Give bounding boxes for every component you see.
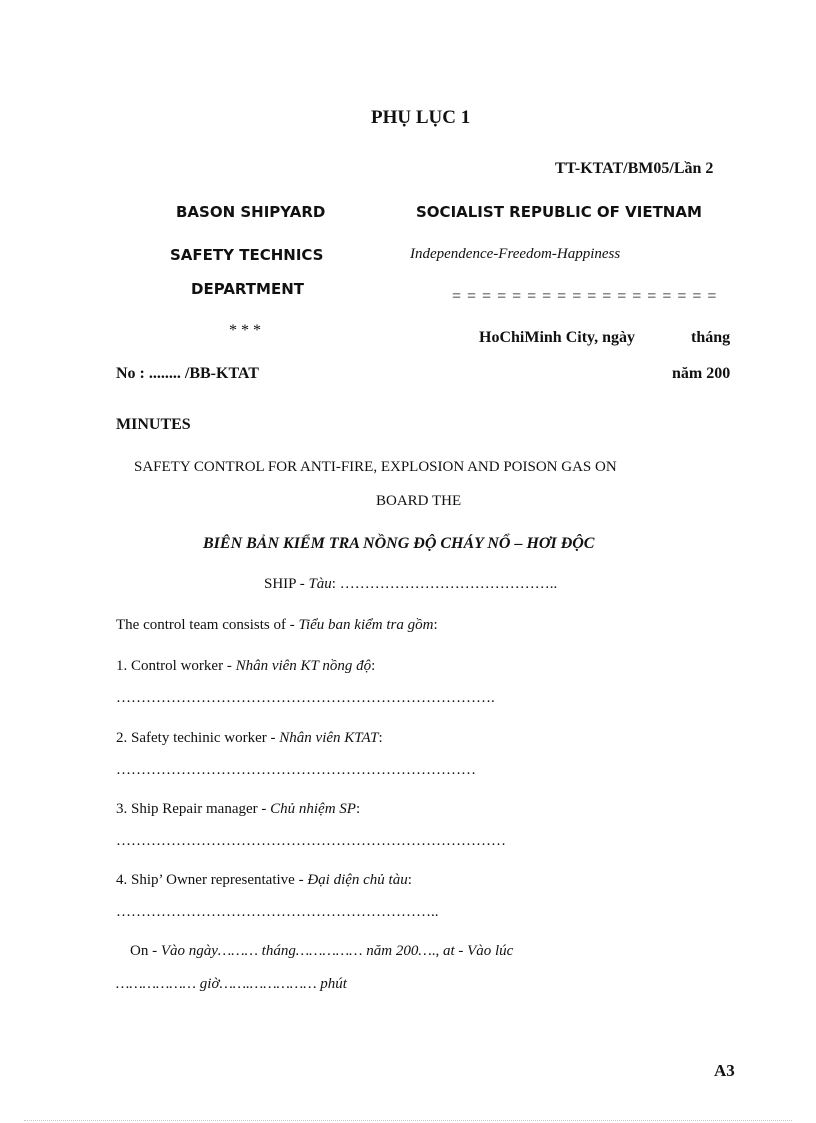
year-label: năm 200 — [672, 365, 731, 382]
department-line-1: SAFETY TECHNICS — [170, 246, 324, 264]
company-name: BASON SHIPYARD — [176, 203, 326, 221]
decorative-stars: * * * — [229, 322, 261, 339]
member-label-vi: Đại diện chủ tàu — [307, 872, 408, 888]
member-label-vi: Nhân viên KTAT — [279, 730, 379, 746]
member-control-worker-blank: …………………………………………………………………. — [116, 690, 495, 706]
month-label: tháng — [691, 329, 731, 346]
date-line — [130, 943, 513, 960]
member-label-vi: Chủ nhiệm SP — [270, 801, 356, 817]
form-code: TT-KTAT/BM05/Lần 2 — [555, 160, 714, 177]
member-colon: : — [371, 658, 376, 674]
team-intro-label: The control team consists of - — [116, 617, 299, 633]
team-intro-colon: : — [433, 617, 438, 633]
ship-label: SHIP - — [264, 576, 309, 592]
date-blanks: Vào ngày……… tháng…………… năm 200… — [160, 943, 432, 959]
member-repair-manager-blank: …………………………………………………………………… — [116, 833, 506, 849]
member-label: 3. Ship Repair manager - — [116, 801, 271, 817]
minutes-heading: MINUTES — [116, 416, 191, 433]
country-name: SOCIALIST REPUBLIC OF VIETNAM — [416, 203, 702, 221]
date-comma: ., — [431, 943, 443, 959]
page-bottom-divider — [24, 1120, 792, 1121]
team-intro — [116, 617, 438, 634]
member-owner-rep — [116, 872, 412, 889]
member-colon: : — [407, 872, 412, 888]
national-motto: Independence-Freedom-Happiness — [410, 246, 621, 262]
appendix-title: PHỤ LỤC 1 — [371, 107, 471, 128]
document-number: No : ........ /BB-KTAT — [116, 365, 259, 382]
on-label: On - — [130, 943, 161, 959]
member-label: 1. Control worker - — [116, 658, 236, 674]
team-intro-label-vi: Tiểu ban kiểm tra gồm — [298, 617, 434, 633]
ship-blank: : …………………………………….. — [331, 576, 558, 592]
member-colon: : — [378, 730, 383, 746]
time-blanks: ……………… giờ…….…………… phút — [116, 976, 347, 992]
motto-underline: = = = = = = = = = = = = = = = = = = — [452, 288, 718, 305]
department-line-2: DEPARTMENT — [191, 280, 304, 298]
member-label: 4. Ship’ Owner representative - — [116, 872, 308, 888]
member-safety-worker — [116, 730, 383, 747]
subtitle-line-1: SAFETY CONTROL FOR ANTI-FIRE, EXPLOSION AND POISON GAS ON — [134, 459, 617, 475]
subtitle-line-2: BOARD THE — [376, 493, 462, 509]
member-label-vi: Nhân viên KT nồng độ — [235, 658, 372, 674]
vietnamese-title: BIÊN BẢN KIỂM TRA NỒNG ĐỘ CHÁY NỔ – HƠI ĐỘC — [203, 535, 595, 552]
member-label: 2. Safety techinic worker - — [116, 730, 280, 746]
page-label: A3 — [714, 1061, 735, 1080]
ship-label-vi: Tàu — [308, 576, 332, 592]
member-control-worker — [116, 658, 375, 675]
ship-line — [264, 576, 557, 593]
time-label: at - Vào lúc — [442, 943, 514, 959]
member-safety-worker-blank: ……………………………………………………………… — [116, 762, 476, 778]
member-owner-rep-blank: ……………………………………………………….. — [116, 904, 439, 920]
member-repair-manager — [116, 801, 360, 818]
member-colon: : — [355, 801, 361, 817]
place-date: HoChiMinh City, ngày — [479, 329, 636, 346]
